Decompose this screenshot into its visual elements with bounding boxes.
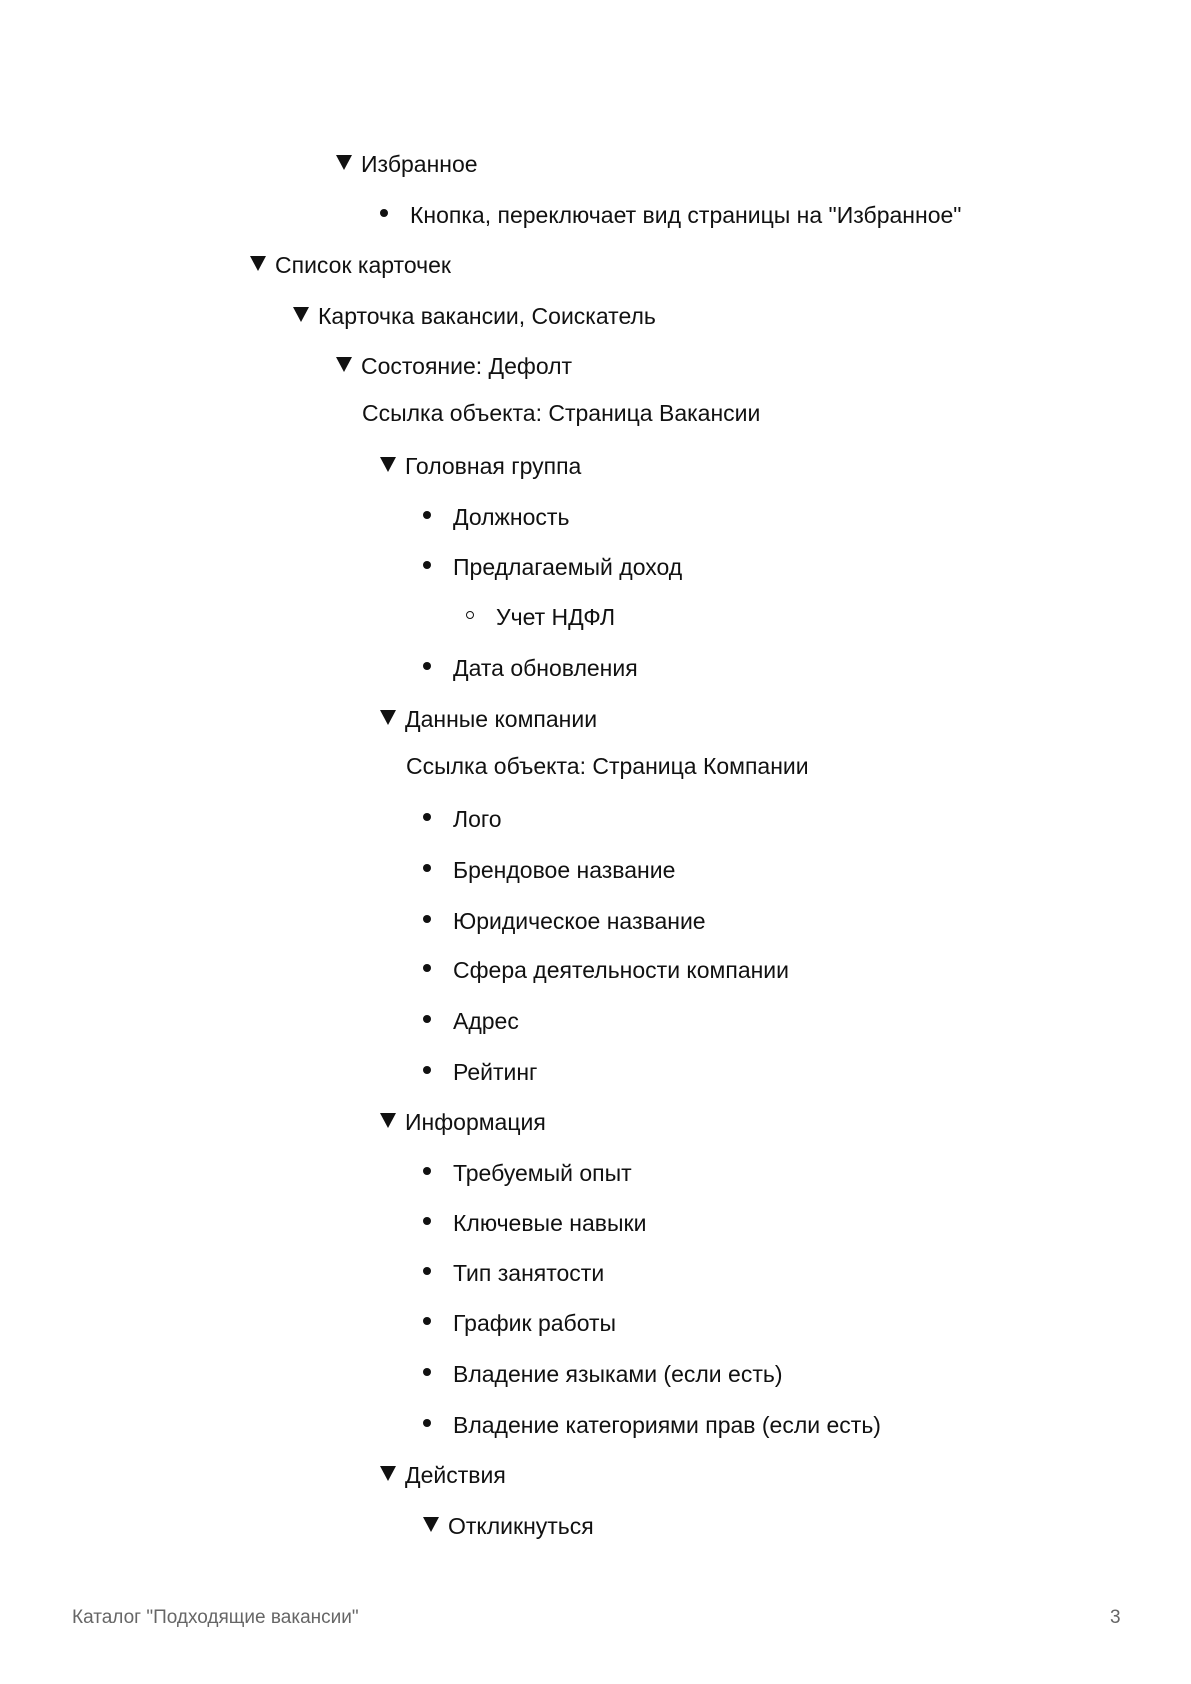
outline-toggle-favorites[interactable] xyxy=(336,147,478,177)
list-item xyxy=(423,550,682,580)
list-item xyxy=(423,651,638,681)
outline-label: Головная группа xyxy=(405,452,582,479)
bullet-icon xyxy=(423,915,431,923)
bullet-icon xyxy=(423,1066,431,1074)
list-item xyxy=(423,500,569,530)
outline-toggle-information[interactable] xyxy=(380,1105,546,1135)
outline-label: Откликнуться xyxy=(448,1512,594,1539)
bullet-icon xyxy=(423,1419,431,1427)
outline-toggle-actions[interactable] xyxy=(380,1458,506,1488)
footer-page-number: 3 xyxy=(1110,1607,1121,1628)
list-item-text: Должность xyxy=(453,503,570,530)
triangle-down-icon xyxy=(336,357,352,372)
list-item xyxy=(423,904,706,934)
outline-label: Данные компании xyxy=(405,705,598,732)
outline-toggle-respond[interactable] xyxy=(423,1509,594,1539)
list-item-text: Предлагаемый доход xyxy=(453,553,683,580)
bullet-icon xyxy=(423,964,431,972)
bullet-icon xyxy=(423,1167,431,1175)
triangle-down-icon xyxy=(380,1466,396,1481)
triangle-down-icon xyxy=(380,710,396,725)
list-item-text: График работы xyxy=(453,1309,617,1336)
triangle-down-icon xyxy=(380,457,396,472)
outline-label: Карточка вакансии, Соискатель xyxy=(318,302,656,329)
list-item xyxy=(423,1408,881,1438)
bullet-icon xyxy=(423,511,431,519)
list-item xyxy=(423,1055,537,1085)
outline-label: Информация xyxy=(405,1108,546,1135)
list-item-text: Владение категориями прав (если есть) xyxy=(453,1411,881,1438)
list-item xyxy=(423,1206,646,1236)
list-item-text: Рейтинг xyxy=(453,1058,538,1085)
triangle-down-icon xyxy=(250,256,266,271)
list-item-text: Адрес xyxy=(453,1007,519,1034)
bullet-icon xyxy=(423,561,431,569)
outline-toggle-company-data[interactable] xyxy=(380,702,597,732)
outline-toggle-head-group[interactable] xyxy=(380,449,581,479)
list-item xyxy=(423,1004,519,1034)
list-item-text: Учет НДФЛ xyxy=(496,603,616,630)
footer-document-title: Каталог "Подходящие вакансии" xyxy=(72,1607,359,1628)
bullet-icon xyxy=(380,209,388,217)
list-item-text: Владение языками (если есть) xyxy=(453,1360,783,1387)
list-item-text: Брендовое название xyxy=(453,856,676,883)
list-item-text: Юридическое название xyxy=(453,907,706,934)
outline-toggle-state-default[interactable] xyxy=(336,349,572,379)
list-item xyxy=(423,1357,783,1387)
list-item-text: Ключевые навыки xyxy=(453,1209,647,1236)
bullet-icon xyxy=(423,813,431,821)
list-item xyxy=(423,953,789,983)
triangle-down-icon xyxy=(293,307,309,322)
bullet-icon xyxy=(423,1217,431,1225)
bullet-icon xyxy=(423,1267,431,1275)
outline-label: Список карточек xyxy=(275,251,451,278)
bullet-icon xyxy=(423,1015,431,1023)
list-item xyxy=(423,1156,632,1186)
list-item-text: Тип занятости xyxy=(453,1259,605,1286)
object-link-text: Ссылка объекта: Страница Компании xyxy=(406,753,809,779)
list-item-text: Сфера деятельности компании xyxy=(453,956,790,983)
list-item xyxy=(423,853,675,883)
list-item xyxy=(423,1306,616,1336)
bullet-icon xyxy=(423,864,431,872)
outline-toggle-vacancy-card[interactable] xyxy=(293,299,656,329)
sub-list-item xyxy=(466,600,615,630)
bullet-icon xyxy=(423,1368,431,1376)
outline-label: Состояние: Дефолт xyxy=(361,352,573,379)
list-item-text: Дата обновления xyxy=(453,654,638,681)
hollow-bullet-icon xyxy=(466,611,474,619)
list-item xyxy=(423,1256,604,1286)
outline-toggle-card-list[interactable] xyxy=(250,248,451,278)
list-item-text: Требуемый опыт xyxy=(453,1159,632,1186)
outline-label: Избранное xyxy=(361,150,478,177)
object-link-text: Ссылка объекта: Страница Вакансии xyxy=(362,400,761,426)
outline-label: Действия xyxy=(405,1461,506,1488)
bullet-icon xyxy=(423,1317,431,1325)
list-item-text: Кнопка, переключает вид страницы на "Избранное" xyxy=(410,201,962,228)
list-item xyxy=(423,802,502,832)
triangle-down-icon xyxy=(380,1113,396,1128)
list-item xyxy=(380,198,961,228)
list-item-text: Лого xyxy=(453,805,502,832)
triangle-down-icon xyxy=(423,1517,439,1532)
bullet-icon xyxy=(423,662,431,670)
triangle-down-icon xyxy=(336,155,352,170)
